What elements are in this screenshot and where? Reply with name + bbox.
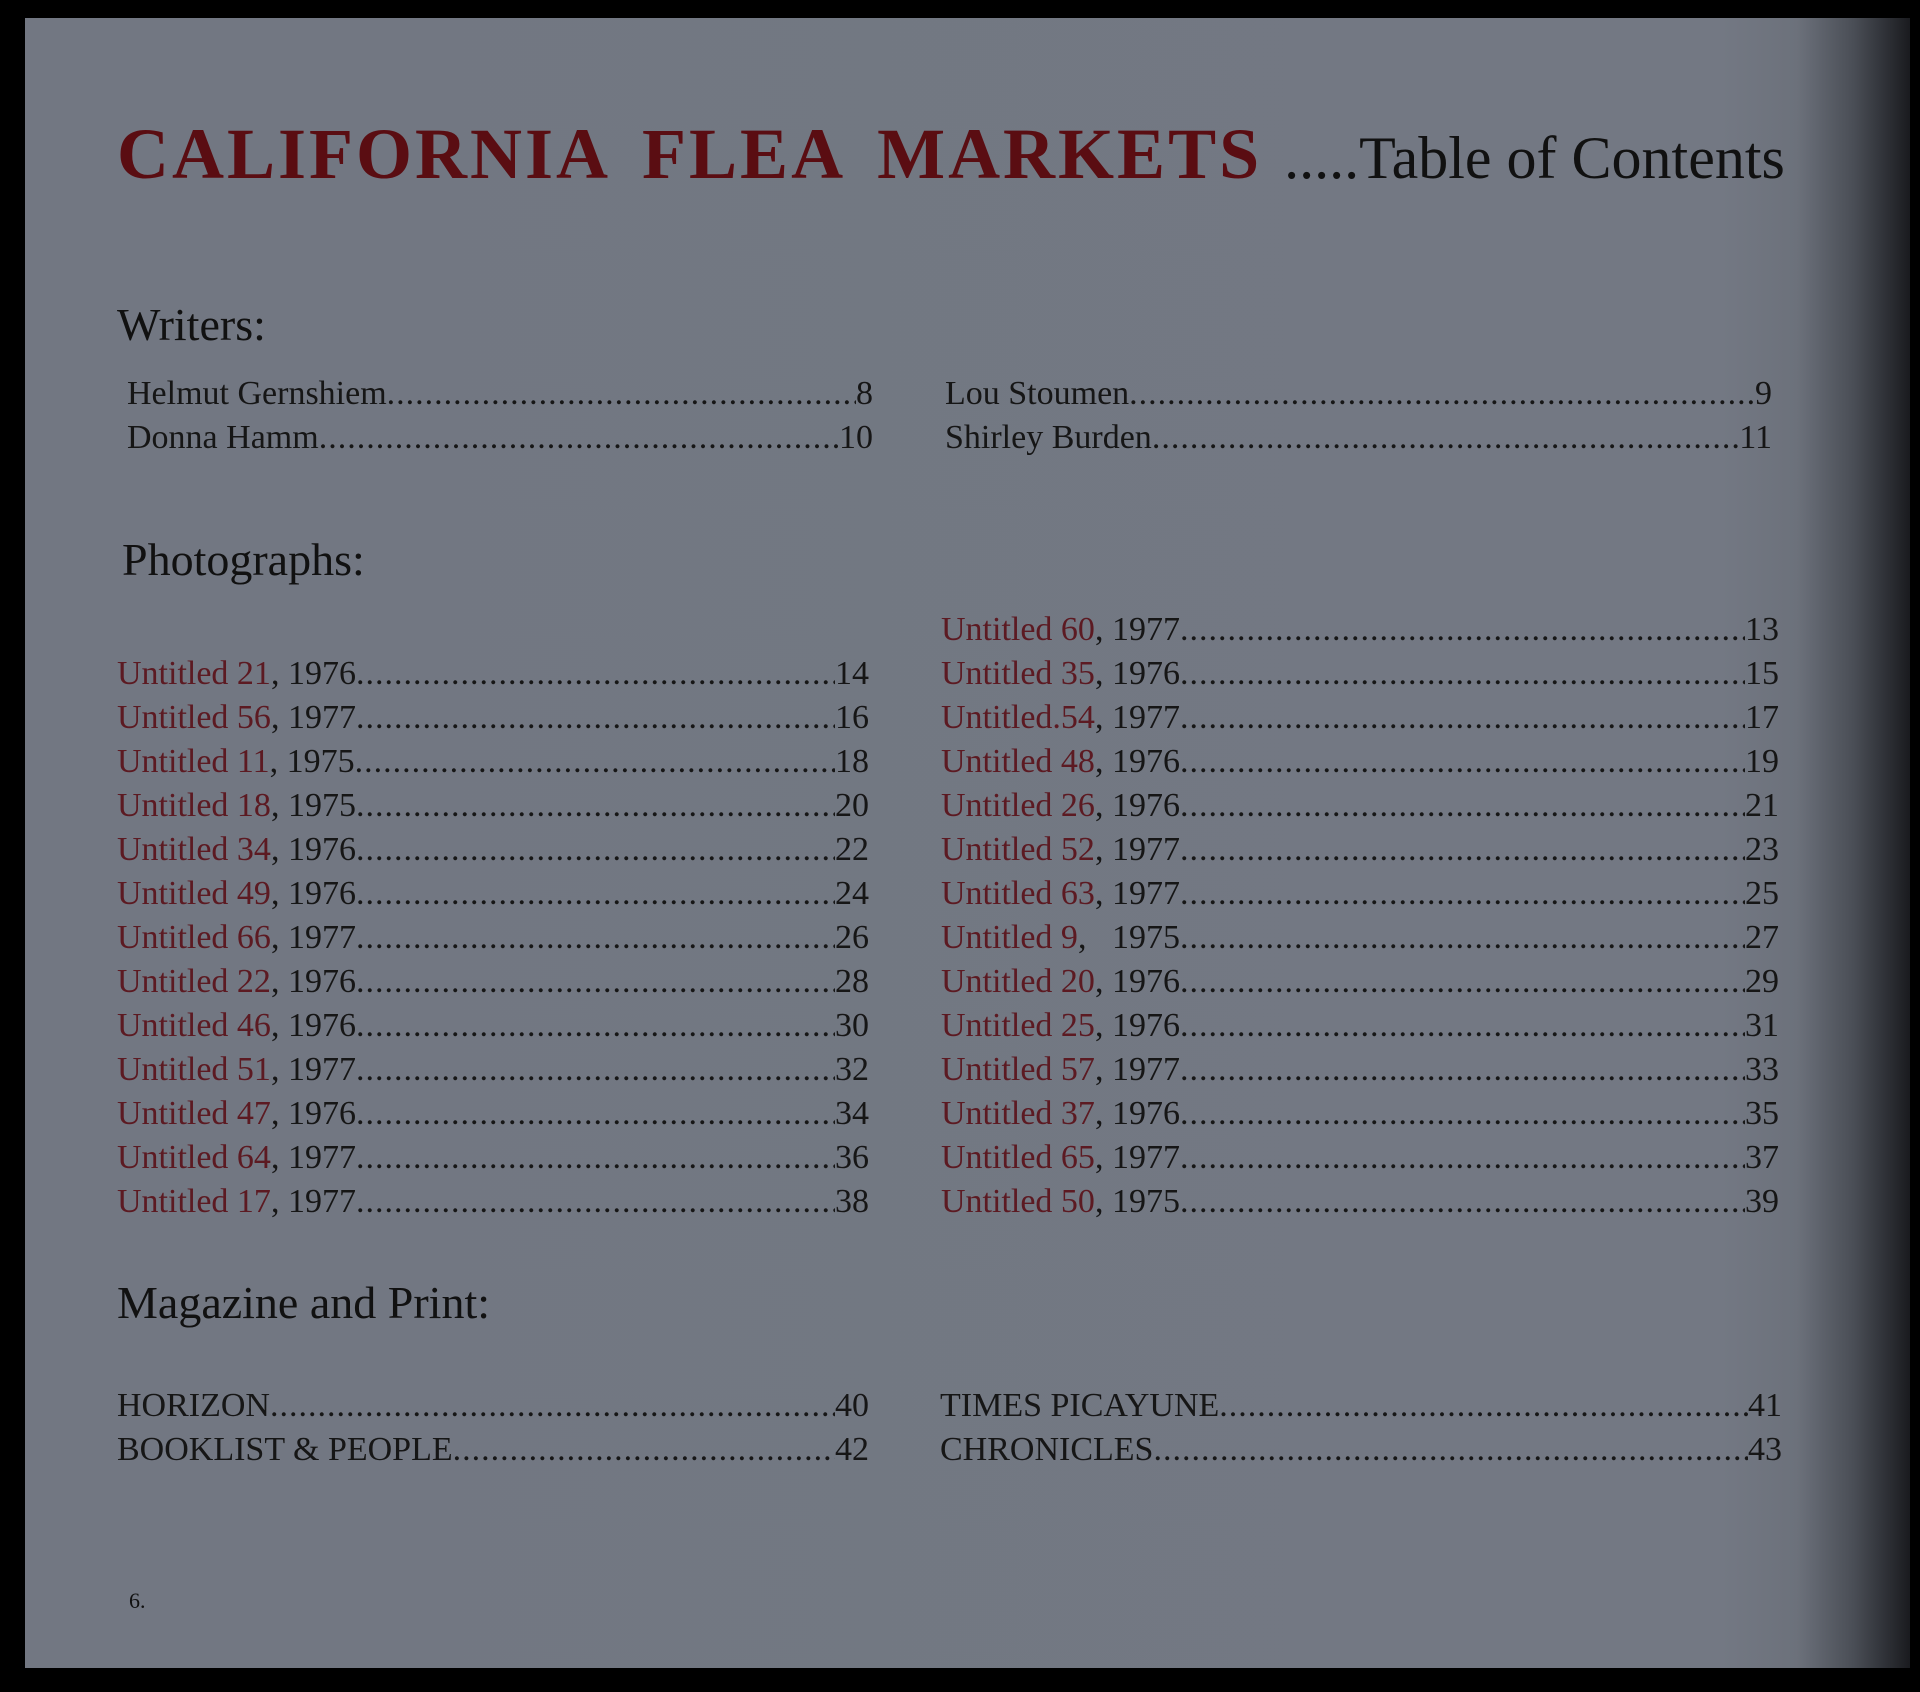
photo-entry-label: [117, 740, 355, 784]
dot-leader: [356, 872, 835, 916]
dot-leader: [356, 916, 835, 960]
photo-year: , 1976: [270, 655, 356, 692]
dot-leader: [270, 1384, 835, 1428]
photographs-list-left: [117, 652, 869, 1224]
photo-title: Untitled 25: [941, 1007, 1095, 1044]
photo-year: , 1976: [270, 1007, 356, 1044]
photo-title: Untitled 51: [117, 1051, 271, 1088]
photo-entry-label: [941, 828, 1180, 872]
dot-leader: [1180, 1180, 1745, 1224]
page-number: 9: [1755, 375, 1772, 412]
writers-heading: Writers:: [117, 299, 266, 350]
toc-entry[interactable]: [941, 608, 1779, 652]
dot-leader: [1180, 1136, 1745, 1180]
toc-entry[interactable]: [940, 1428, 1782, 1472]
photo-entry-label: [941, 784, 1180, 828]
page-number: 31: [1745, 1007, 1779, 1044]
photo-entry-label: [117, 828, 356, 872]
toc-entry[interactable]: [117, 872, 869, 916]
page-number: 43: [1748, 1431, 1782, 1468]
photo-entry-label: [941, 1136, 1180, 1180]
photo-title: Untitled 11: [117, 743, 270, 780]
page-number: 21: [1745, 787, 1779, 824]
photo-year: , 1976: [1094, 1095, 1180, 1132]
dot-leader: [356, 1048, 835, 1092]
photo-year: , 1977: [270, 1139, 356, 1176]
page-number: 22: [835, 831, 869, 868]
dot-leader: [356, 1092, 835, 1136]
page-number: 19: [1745, 743, 1779, 780]
photo-entry-label: [117, 696, 356, 740]
page-number: 41: [1748, 1387, 1782, 1424]
toc-entry[interactable]: [117, 740, 869, 784]
photo-year: , 1977: [1094, 611, 1180, 648]
writers-list-left: [127, 372, 873, 460]
photo-title: Untitled 17: [117, 1183, 271, 1220]
publication-name: TIMES PICAYUNE: [940, 1387, 1220, 1424]
photo-entry-label: [941, 960, 1180, 1004]
page-number: 38: [835, 1183, 869, 1220]
photo-entry-label: [941, 1004, 1180, 1048]
page-number: 35: [1745, 1095, 1779, 1132]
photo-year: , 1977: [1094, 831, 1180, 868]
toc-entry[interactable]: [117, 1384, 869, 1428]
page-number: 20: [835, 787, 869, 824]
page-number: 14: [835, 655, 869, 692]
page-number: 15: [1745, 655, 1779, 692]
photo-title: Untitled 26: [941, 787, 1095, 824]
photo-entry-label: [117, 1180, 356, 1224]
photo-title: Untitled 65: [941, 1139, 1095, 1176]
photo-title: Untitled 57: [941, 1051, 1095, 1088]
dot-leader: [1180, 652, 1745, 696]
dot-leader: [1180, 916, 1745, 960]
toc-entry[interactable]: [941, 1048, 1779, 1092]
publication-name: BOOKLIST & PEOPLE: [117, 1431, 453, 1468]
writer-name: Helmut Gernshiem: [127, 375, 387, 412]
toc-entry[interactable]: [941, 960, 1779, 1004]
photo-title: Untitled 64: [117, 1139, 271, 1176]
toc-entry[interactable]: [117, 784, 869, 828]
page-number: 33: [1745, 1051, 1779, 1088]
dot-leader: [356, 828, 835, 872]
photo-year: , 1976: [1094, 1007, 1180, 1044]
toc-page: [25, 18, 1910, 1668]
toc-entry[interactable]: [117, 1048, 869, 1092]
page-number: 28: [835, 963, 869, 1000]
photo-year: , 1976: [270, 963, 356, 1000]
photo-entry-label: [117, 784, 356, 828]
toc-entry[interactable]: [945, 372, 1772, 416]
photo-year: , 1977: [270, 919, 356, 956]
toc-entry[interactable]: [940, 1384, 1782, 1428]
toc-entry[interactable]: [941, 1136, 1779, 1180]
toc-entry[interactable]: [941, 872, 1779, 916]
photo-title: Untitled 9: [941, 919, 1078, 956]
writer-name: Lou Stoumen: [945, 375, 1130, 412]
dot-leader: [1152, 416, 1739, 460]
page-number: 25: [1745, 875, 1779, 912]
photo-year: , 1977: [1094, 699, 1180, 736]
page-number: 10: [839, 419, 873, 456]
photo-title: Untitled 48: [941, 743, 1095, 780]
photo-year: , 1976: [270, 1095, 356, 1132]
photo-entry-label: [117, 1004, 356, 1048]
photo-year: , 1976: [1094, 655, 1180, 692]
toc-entry[interactable]: [117, 1092, 869, 1136]
dot-leader: [1219, 1384, 1748, 1428]
photo-title: Untitled 37: [941, 1095, 1095, 1132]
dot-leader: [356, 1180, 835, 1224]
page-number: 18: [835, 743, 869, 780]
dot-leader: [1180, 1092, 1745, 1136]
dot-leader: [1180, 696, 1745, 740]
dot-leader: [1129, 372, 1755, 416]
dot-leader: [387, 372, 856, 416]
photo-entry-label: [117, 960, 356, 1004]
photo-entry-label: [117, 652, 356, 696]
dot-leader: [453, 1428, 835, 1472]
toc-entry[interactable]: [127, 416, 873, 460]
photo-year: , 1977: [1094, 1139, 1180, 1176]
photo-title: Untitled 21: [117, 655, 271, 692]
toc-entry[interactable]: [941, 696, 1779, 740]
page-number: 26: [835, 919, 869, 956]
page-number: 42: [835, 1431, 869, 1468]
photo-entry-label: [941, 1092, 1180, 1136]
photo-entry-label: [941, 740, 1180, 784]
photo-year: , 1976: [1094, 743, 1180, 780]
photo-entry-label: [941, 696, 1180, 740]
photo-entry-label: [117, 1092, 356, 1136]
photo-entry-label: [941, 916, 1180, 960]
page-number: 40: [835, 1387, 869, 1424]
toc-entry[interactable]: [941, 740, 1779, 784]
page-number: 36: [835, 1139, 869, 1176]
toc-entry[interactable]: [117, 1004, 869, 1048]
photo-title: Untitled 60: [941, 611, 1095, 648]
photo-entry-label: [117, 1048, 356, 1092]
toc-entry[interactable]: [117, 1428, 869, 1472]
photo-title: Untitled 50: [941, 1183, 1095, 1220]
toc-entry[interactable]: [117, 1180, 869, 1224]
dot-leader: [356, 960, 835, 1004]
writer-name: Donna Hamm: [127, 419, 319, 456]
dot-leader: [1153, 1428, 1748, 1472]
dot-leader: [356, 652, 835, 696]
toc-entry[interactable]: [117, 1136, 869, 1180]
toc-entry[interactable]: [117, 960, 869, 1004]
toc-entry[interactable]: [117, 696, 869, 740]
photo-title: Untitled 22: [117, 963, 271, 1000]
toc-entry[interactable]: [127, 372, 873, 416]
page-number: 8: [856, 375, 873, 412]
photographs-heading: Photographs:: [122, 534, 365, 585]
page-number: 23: [1745, 831, 1779, 868]
writers-list-right: [945, 372, 1772, 460]
dot-leader: [356, 1136, 835, 1180]
toc-entry[interactable]: [117, 916, 869, 960]
page-number: 24: [835, 875, 869, 912]
toc-entry[interactable]: [941, 916, 1779, 960]
dot-leader: [1180, 872, 1745, 916]
photo-entry-label: [941, 1180, 1180, 1224]
photo-year: , 1977: [270, 1051, 356, 1088]
magazine-list-left: [117, 1384, 869, 1472]
dot-leader: [355, 740, 835, 784]
photo-year: , 1975: [1094, 1183, 1180, 1220]
publication-name: CHRONICLES: [940, 1431, 1154, 1468]
toc-entry[interactable]: [117, 828, 869, 872]
photo-title: Untitled 56: [117, 699, 271, 736]
folio-page-number: 6.: [129, 1588, 146, 1613]
photo-year: , 1977: [270, 1183, 356, 1220]
toc-entry[interactable]: [941, 784, 1779, 828]
page-number: 13: [1745, 611, 1779, 648]
dot-leader: [1180, 784, 1745, 828]
toc-entry[interactable]: [941, 1092, 1779, 1136]
toc-entry[interactable]: [941, 828, 1779, 872]
toc-entry[interactable]: [941, 1180, 1779, 1224]
book-title: CALIFORNIA FLEA MARKETS: [117, 114, 1263, 194]
photo-title: Untitled 20: [941, 963, 1095, 1000]
dot-leader: [356, 1004, 835, 1048]
photo-year: , 1976: [270, 831, 356, 868]
photo-year: , 1975: [1077, 919, 1180, 956]
toc-entry[interactable]: [945, 416, 1772, 460]
dot-leader: [1180, 828, 1745, 872]
photo-entry-label: [117, 1136, 356, 1180]
photo-title: Untitled 46: [117, 1007, 271, 1044]
photo-year: , 1977: [270, 699, 356, 736]
photo-entry-label: [941, 872, 1180, 916]
toc-entry[interactable]: [941, 652, 1779, 696]
dot-leader: [1180, 740, 1745, 784]
photo-year: , 1977: [1094, 1051, 1180, 1088]
photographs-list-right: [941, 608, 1779, 1224]
writer-name: Shirley Burden: [945, 419, 1152, 456]
page-number: 27: [1745, 919, 1779, 956]
photo-title: Untitled 34: [117, 831, 271, 868]
photo-entry-label: [941, 652, 1180, 696]
photo-year: , 1976: [270, 875, 356, 912]
toc-entry[interactable]: [117, 652, 869, 696]
photo-title: Untitled 35: [941, 655, 1095, 692]
page-number: 29: [1745, 963, 1779, 1000]
page-title: [117, 114, 1785, 194]
dot-leader: [1180, 608, 1745, 652]
magazine-list-right: [940, 1384, 1782, 1472]
dot-leader: [356, 696, 835, 740]
page-number: 37: [1745, 1139, 1779, 1176]
photo-entry-label: [941, 1048, 1180, 1092]
photo-title: Untitled 52: [941, 831, 1095, 868]
dot-leader: [319, 416, 839, 460]
page-number: 32: [835, 1051, 869, 1088]
toc-entry[interactable]: [941, 1004, 1779, 1048]
dot-leader: [1180, 1048, 1745, 1092]
toc-label: .....Table of Contents: [1284, 125, 1785, 191]
magazine-heading: Magazine and Print:: [117, 1277, 491, 1328]
photo-entry-label: [117, 916, 356, 960]
photo-title: Untitled 49: [117, 875, 271, 912]
photo-title: Untitled 18: [117, 787, 271, 824]
photo-title: Untitled 66: [117, 919, 271, 956]
dot-leader: [356, 784, 835, 828]
photo-year: , 1975: [270, 787, 356, 824]
photo-year: , 1976: [1094, 787, 1180, 824]
photo-year: , 1976: [1094, 963, 1180, 1000]
page-number: 30: [835, 1007, 869, 1044]
photo-entry-label: [941, 608, 1180, 652]
page-number: 16: [835, 699, 869, 736]
page-number: 11: [1739, 419, 1772, 456]
dot-leader: [1180, 960, 1745, 1004]
photo-title: Untitled 63: [941, 875, 1095, 912]
photo-entry-label: [117, 872, 356, 916]
photo-year: , 1975: [269, 743, 355, 780]
page-number: 34: [835, 1095, 869, 1132]
photo-title: Untitled.54: [941, 699, 1095, 736]
publication-name: HORIZON: [117, 1387, 270, 1424]
photo-title: Untitled 47: [117, 1095, 271, 1132]
page-number: 17: [1745, 699, 1779, 736]
dot-leader: [1180, 1004, 1745, 1048]
page-number: 39: [1745, 1183, 1779, 1220]
photo-year: , 1977: [1094, 875, 1180, 912]
